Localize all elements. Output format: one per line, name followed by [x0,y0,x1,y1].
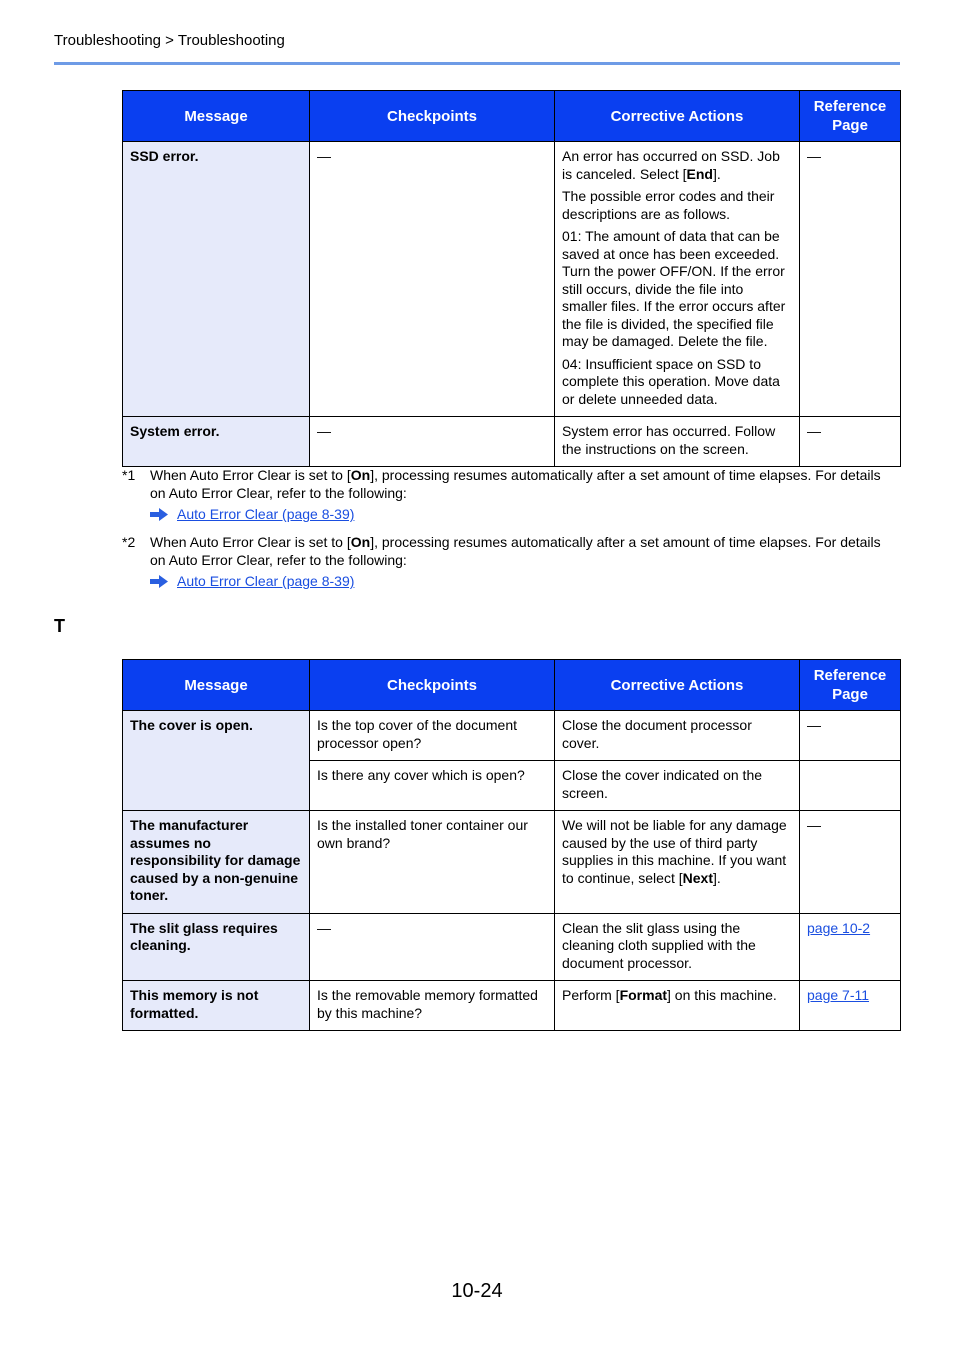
footnote-text-part: When Auto Error Clear is set to [ [150,467,351,483]
footnote-text-part: ], processing resumes automatically after a set amount of time elapses. For details on Auto Error Clear, refer to the following: [150,534,881,568]
corrective-action-cell: Close the document processor cover. [555,711,800,761]
action-paragraph [562,148,792,183]
error-table-s [122,90,901,467]
checkpoint-cell: Is the installed toner container our own brand? [310,811,555,914]
reference-cell: — [800,811,901,914]
checkpoint-cell: Is the removable memory formatted by this machine? [310,981,555,1031]
checkpoint-cell: — [310,913,555,981]
section-letter: T [54,616,65,636]
checkpoint-cell: Is there any cover which is open? [310,761,555,811]
message-cell: The cover is open. [123,711,310,811]
footnote-text-part: ], processing resumes automatically after a set amount of time elapses. For details on Auto Error Clear, refer to the following: [150,467,881,501]
corrective-action-cell [555,811,800,914]
action-text: An error has occurred on SSD. Job is canceled. Select [ [562,148,780,182]
key-end: End [686,165,713,182]
corrective-action-cell: System error has occurred. Follow the instructions on the screen. [555,417,800,467]
column-header-reference-page: Reference Page [800,660,901,711]
table-row [123,417,901,467]
table-row [123,913,901,981]
reference-arrow-icon [150,575,168,588]
key-on: On [350,534,371,550]
column-header-corrective-actions: Corrective Actions [555,660,800,711]
column-header-message: Message [123,91,310,142]
footnote-1 [122,467,900,524]
column-header-corrective-actions: Corrective Actions [555,91,800,142]
reference-cell: — [800,142,901,417]
table-row [123,981,901,1031]
checkpoint-cell: — [310,142,555,417]
corrective-action-cell: Clean the slit glass using the cleaning cloth supplied with the document processor. [555,913,800,981]
column-header-checkpoints: Checkpoints [310,660,555,711]
footnote-reference [150,506,900,524]
action-text: ]. [713,869,721,886]
header-divider [54,62,900,65]
reference-cell [800,981,901,1031]
reference-cell: — [800,711,901,761]
action-text: Perform [ [562,987,620,1003]
footnote-2 [122,534,900,591]
page-reference-link[interactable]: page 7-11 [807,987,870,1003]
column-header-message: Message [123,660,310,711]
key-next: Next [682,869,713,886]
footnote-text-part: When Auto Error Clear is set to [ [150,534,351,550]
key-format: Format [619,987,668,1003]
action-text: We will not be liable for any damage caused by the use of third party supplies in this machine. If you want to continue, select [ [562,817,787,886]
action-text: ]. [712,165,721,182]
key-on: On [350,467,371,483]
message-cell: The manufacturer assumes no responsibility for damage caused by a non-genuine toner. [123,811,310,914]
message-cell: The slit glass requires cleaning. [123,913,310,981]
reference-cell [800,761,901,811]
column-header-reference-page: Reference Page [800,91,901,142]
table-row [123,711,901,761]
action-text: ] on this machine. [667,987,777,1003]
action-paragraph: 04: Insufficient space on SSD to complete this operation. Move data or delete unneeded data. [562,355,780,407]
checkpoint-cell: Is the top cover of the document processor open? [310,711,555,761]
reference-cell: — [800,417,901,467]
table-header-row [123,91,901,142]
footnote-mark: *1 [122,467,136,483]
message-cell: System error. [123,417,310,467]
column-header-checkpoints: Checkpoints [310,91,555,142]
checkpoint-cell: — [310,417,555,467]
message-cell: This memory is not formatted. [123,981,310,1031]
page-number: 10-24 [451,1280,503,1302]
footnote-mark: *2 [122,534,136,550]
reference-arrow-icon [150,508,168,521]
footnote-text [150,467,900,502]
corrective-action-cell [555,142,800,417]
table-row [123,811,901,914]
corrective-action-cell [555,981,800,1031]
reference-cell [800,913,901,981]
auto-error-clear-link[interactable]: Auto Error Clear (page 8-39) [177,573,355,589]
page-reference-link[interactable]: page 10-2 [807,919,871,936]
breadcrumb: Troubleshooting > Troubleshooting [54,32,285,49]
corrective-action-cell: Close the cover indicated on the screen. [555,761,800,811]
action-paragraph: The possible error codes and their descriptions are as follows. [562,188,775,222]
auto-error-clear-link[interactable]: Auto Error Clear (page 8-39) [177,506,355,522]
table-row [123,142,901,417]
error-table-t [122,659,901,1031]
footnote-reference [150,573,900,591]
footnote-text [150,534,900,569]
message-cell: SSD error. [123,142,310,417]
table-header-row [123,660,901,711]
action-paragraph: 01: The amount of data that can be saved at once has been exceeded. Turn the power OFF/ON. If the error still occurs, divide the file into smaller files. If the error occurs after the file is divided, the specified file may be damaged. Delete the file. [562,228,786,349]
